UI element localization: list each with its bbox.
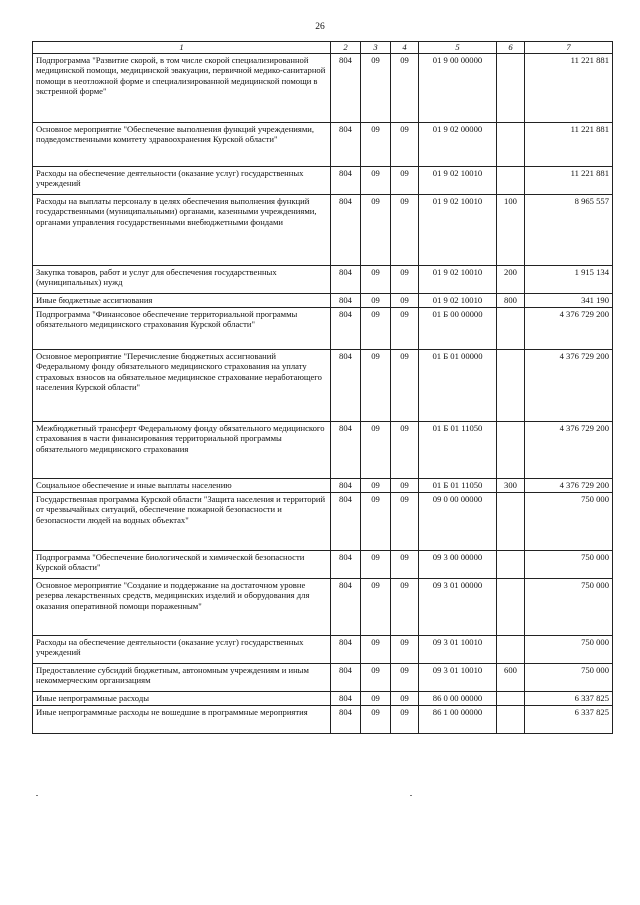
- row-subsection-code: 09: [391, 664, 419, 692]
- row-expense-type: [497, 308, 525, 350]
- row-expense-type: [497, 493, 525, 551]
- table-row: [33, 195, 613, 266]
- row-section-code: 09: [361, 308, 391, 350]
- row-ministry-code: 804: [331, 636, 361, 664]
- row-target-code: 01 9 02 10010: [419, 294, 497, 308]
- row-amount: 1 915 134: [525, 266, 613, 294]
- row-ministry-code: 804: [331, 350, 361, 422]
- row-section-code: 09: [361, 664, 391, 692]
- row-ministry-code: 804: [331, 551, 361, 579]
- table-row: [33, 294, 613, 308]
- row-ministry-code: 804: [331, 195, 361, 266]
- row-name: Расходы на обеспечение деятельности (оказание услуг) государственных учреждений: [33, 167, 331, 195]
- row-subsection-code: 09: [391, 692, 419, 706]
- row-section-code: 09: [361, 195, 391, 266]
- page-number: 26: [315, 22, 325, 32]
- row-name: Межбюджетный трансферт Федеральному фонду обязательного медицинского страхования в части финансирования территориальной программы обязательного медицинского страхования: [33, 422, 331, 479]
- row-target-code: 09 0 00 00000: [419, 493, 497, 551]
- table-row: [33, 493, 613, 551]
- row-subsection-code: 09: [391, 54, 419, 123]
- row-name: Иные непрограммные расходы не вошедшие в программные мероприятия: [33, 706, 331, 734]
- row-ministry-code: 804: [331, 706, 361, 734]
- row-ministry-code: 804: [331, 123, 361, 167]
- column-header: 7: [525, 42, 613, 54]
- row-section-code: 09: [361, 636, 391, 664]
- row-target-code: 09 3 00 00000: [419, 551, 497, 579]
- row-subsection-code: 09: [391, 266, 419, 294]
- table-row: [33, 664, 613, 692]
- table-row: [33, 54, 613, 123]
- row-amount: 4 376 729 200: [525, 422, 613, 479]
- row-subsection-code: 09: [391, 308, 419, 350]
- row-expense-type: [497, 422, 525, 479]
- row-expense-type: [497, 123, 525, 167]
- row-subsection-code: 09: [391, 579, 419, 636]
- row-expense-type: 300: [497, 479, 525, 493]
- table-row: [33, 636, 613, 664]
- row-subsection-code: 09: [391, 294, 419, 308]
- row-amount: 11 221 881: [525, 123, 613, 167]
- row-ministry-code: 804: [331, 266, 361, 294]
- table-row: [33, 706, 613, 734]
- row-target-code: 01 9 02 10010: [419, 167, 497, 195]
- table-body: [33, 54, 613, 734]
- row-name: Подпрограмма "Развитие скорой, в том числе скорой специализированной медицинской помощи, медицинской эвакуации, первичной медико-санитарной помощи в неотложной форме и специализированной медицинской помощи в экстренной форме": [33, 54, 331, 123]
- row-section-code: 09: [361, 479, 391, 493]
- row-name: Расходы на обеспечение деятельности (оказание услуг) государственных учреждений: [33, 636, 331, 664]
- row-subsection-code: 09: [391, 479, 419, 493]
- row-section-code: 09: [361, 422, 391, 479]
- row-expense-type: 200: [497, 266, 525, 294]
- row-amount: 11 221 881: [525, 54, 613, 123]
- row-subsection-code: 09: [391, 350, 419, 422]
- row-amount: 341 190: [525, 294, 613, 308]
- row-expense-type: [497, 167, 525, 195]
- table-row: [33, 422, 613, 479]
- table-row: [33, 579, 613, 636]
- table-row: [33, 692, 613, 706]
- row-name: Подпрограмма "Обеспечение биологической и химической безопасности Курской области": [33, 551, 331, 579]
- row-amount: 750 000: [525, 551, 613, 579]
- row-amount: 6 337 825: [525, 692, 613, 706]
- row-expense-type: [497, 636, 525, 664]
- row-name: Иные непрограммные расходы: [33, 692, 331, 706]
- column-header: 5: [419, 42, 497, 54]
- scan-speck: [410, 795, 412, 796]
- row-expense-type: 100: [497, 195, 525, 266]
- table-row: [33, 123, 613, 167]
- row-target-code: 01 Б 01 11050: [419, 422, 497, 479]
- row-target-code: 01 9 02 10010: [419, 266, 497, 294]
- row-name: Основное мероприятие "Обеспечение выполнения функций учреждениями, подведомственными комитету здравоохранения Курской области": [33, 123, 331, 167]
- row-amount: 6 337 825: [525, 706, 613, 734]
- row-section-code: 09: [361, 294, 391, 308]
- row-amount: 750 000: [525, 636, 613, 664]
- row-target-code: 86 0 00 00000: [419, 692, 497, 706]
- row-name: Социальное обеспечение и иные выплаты населению: [33, 479, 331, 493]
- row-name: Предоставление субсидий бюджетным, автономным учреждениям и иным некоммерческим организациям: [33, 664, 331, 692]
- row-section-code: 09: [361, 350, 391, 422]
- row-amount: 750 000: [525, 579, 613, 636]
- row-section-code: 09: [361, 706, 391, 734]
- row-name: Основное мероприятие "Перечисление бюджетных ассигнований Федеральному фонду обязательного медицинского страхования на уплату страховых взносов на обязательное медицинское страхование неработающего населения Курской области": [33, 350, 331, 422]
- table-row: [33, 551, 613, 579]
- row-subsection-code: 09: [391, 636, 419, 664]
- table-row: [33, 167, 613, 195]
- row-target-code: 09 3 01 10010: [419, 636, 497, 664]
- row-section-code: 09: [361, 123, 391, 167]
- row-ministry-code: 804: [331, 493, 361, 551]
- column-header: 4: [391, 42, 419, 54]
- row-amount: 4 376 729 200: [525, 350, 613, 422]
- row-subsection-code: 09: [391, 422, 419, 479]
- column-header: 1: [33, 42, 331, 54]
- row-expense-type: [497, 551, 525, 579]
- row-target-code: 01 9 02 10010: [419, 195, 497, 266]
- row-target-code: 09 3 01 00000: [419, 579, 497, 636]
- row-subsection-code: 09: [391, 195, 419, 266]
- row-name: Закупка товаров, работ и услуг для обеспечения государственных (муниципальных) нужд: [33, 266, 331, 294]
- row-name: Расходы на выплаты персоналу в целях обеспечения выполнения функций государственными (муниципальными) органами, казенными учреждениями, органами управления государственными внебюджетными фондами: [33, 195, 331, 266]
- row-expense-type: 800: [497, 294, 525, 308]
- row-ministry-code: 804: [331, 692, 361, 706]
- row-expense-type: [497, 54, 525, 123]
- row-target-code: 01 9 00 00000: [419, 54, 497, 123]
- row-name: Основное мероприятие "Создание и поддержание на достаточном уровне резерва лекарственных средств, медицинских изделий и оборудования для оказания оперативной помощи пораженным": [33, 579, 331, 636]
- row-ministry-code: 804: [331, 167, 361, 195]
- scan-speck: [36, 795, 38, 796]
- row-subsection-code: 09: [391, 706, 419, 734]
- row-ministry-code: 804: [331, 579, 361, 636]
- row-subsection-code: 09: [391, 551, 419, 579]
- row-amount: 750 000: [525, 664, 613, 692]
- column-header: 6: [497, 42, 525, 54]
- row-ministry-code: 804: [331, 664, 361, 692]
- column-header: 3: [361, 42, 391, 54]
- table-row: [33, 479, 613, 493]
- table-row: [33, 308, 613, 350]
- row-ministry-code: 804: [331, 308, 361, 350]
- row-expense-type: [497, 579, 525, 636]
- row-section-code: 09: [361, 551, 391, 579]
- row-expense-type: 600: [497, 664, 525, 692]
- table-header: [33, 42, 613, 54]
- row-ministry-code: 804: [331, 422, 361, 479]
- row-amount: 11 221 881: [525, 167, 613, 195]
- row-expense-type: [497, 350, 525, 422]
- row-ministry-code: 804: [331, 54, 361, 123]
- row-name: Иные бюджетные ассигнования: [33, 294, 331, 308]
- row-target-code: 01 Б 01 00000: [419, 350, 497, 422]
- row-subsection-code: 09: [391, 167, 419, 195]
- row-section-code: 09: [361, 692, 391, 706]
- row-section-code: 09: [361, 167, 391, 195]
- row-target-code: 09 3 01 10010: [419, 664, 497, 692]
- row-subsection-code: 09: [391, 123, 419, 167]
- row-target-code: 01 Б 01 11050: [419, 479, 497, 493]
- row-target-code: 01 Б 00 00000: [419, 308, 497, 350]
- row-expense-type: [497, 706, 525, 734]
- row-section-code: 09: [361, 579, 391, 636]
- row-amount: 750 000: [525, 493, 613, 551]
- row-target-code: 01 9 02 00000: [419, 123, 497, 167]
- row-target-code: 86 1 00 00000: [419, 706, 497, 734]
- row-name: Подпрограмма "Финансовое обеспечение территориальной программы обязательного медицинского страхования Курской области": [33, 308, 331, 350]
- row-subsection-code: 09: [391, 493, 419, 551]
- row-section-code: 09: [361, 54, 391, 123]
- row-expense-type: [497, 692, 525, 706]
- row-ministry-code: 804: [331, 294, 361, 308]
- row-amount: 4 376 729 200: [525, 479, 613, 493]
- table-row: [33, 266, 613, 294]
- row-name: Государственная программа Курской области "Защита населения и территорий от чрезвычайных ситуаций, обеспечение пожарной безопасности и безопасности людей на водных объектах": [33, 493, 331, 551]
- table-row: [33, 350, 613, 422]
- row-section-code: 09: [361, 493, 391, 551]
- row-amount: 8 965 557: [525, 195, 613, 266]
- row-ministry-code: 804: [331, 479, 361, 493]
- column-numbers-row: [33, 42, 613, 54]
- row-section-code: 09: [361, 266, 391, 294]
- row-amount: 4 376 729 200: [525, 308, 613, 350]
- column-header: 2: [331, 42, 361, 54]
- budget-table: [32, 41, 613, 734]
